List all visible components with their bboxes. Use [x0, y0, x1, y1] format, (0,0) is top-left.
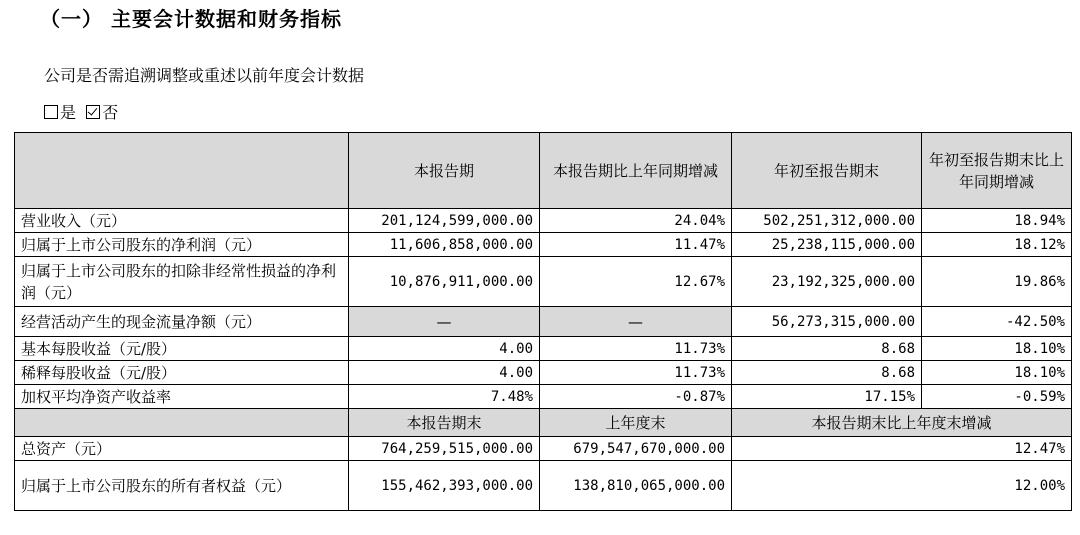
cell-value: 10,876,911,000.00: [349, 257, 540, 307]
financial-data-table: [14, 132, 1072, 511]
yes-label: 是: [60, 103, 77, 122]
cell-value: 24.04%: [540, 209, 732, 233]
header-prior-year-end: 上年度末: [540, 409, 732, 437]
cell-value: -42.50%: [922, 307, 1072, 337]
table-row: [15, 361, 1072, 385]
cell-value: 679,547,670,000.00: [540, 437, 732, 461]
cell-value: 18.10%: [922, 337, 1072, 361]
row-label: 营业收入（元）: [15, 209, 349, 233]
header-period-end: 本报告期末: [349, 409, 540, 437]
header-change-vs-prior-year-end: 本报告期末比上年度末增减: [732, 409, 1072, 437]
cell-value: 17.15%: [732, 385, 922, 409]
cell-value: 502,251,312,000.00: [732, 209, 922, 233]
cell-value: 12.47%: [732, 437, 1072, 461]
checkbox-yes[interactable]: [44, 105, 58, 119]
row-label: 归属于上市公司股东的扣除非经常性损益的净利润（元）: [15, 257, 349, 307]
header-row-2: [15, 409, 1072, 437]
table-row: [15, 337, 1072, 361]
cell-value: 11.73%: [540, 361, 732, 385]
no-label: 否: [102, 103, 119, 122]
cell-value: 18.12%: [922, 233, 1072, 257]
header-row: [15, 133, 1072, 209]
row-label: 总资产（元）: [15, 437, 349, 461]
cell-value: 18.94%: [922, 209, 1072, 233]
table-row: [15, 209, 1072, 233]
row-label: 归属于上市公司股东的所有者权益（元）: [15, 461, 349, 511]
cell-value: —: [540, 307, 732, 337]
header-ytd-yoy: 年初至报告期末比上年同期增减: [922, 133, 1072, 209]
row-label: 加权平均净资产收益率: [15, 385, 349, 409]
table-row: [15, 257, 1072, 307]
cell-value: 56,273,315,000.00: [732, 307, 922, 337]
checkbox-no[interactable]: [86, 105, 100, 119]
table-row: [15, 437, 1072, 461]
cell-value: 201,124,599,000.00: [349, 209, 540, 233]
cell-value: 11,606,858,000.00: [349, 233, 540, 257]
cell-value: 12.00%: [732, 461, 1072, 511]
table-row: [15, 307, 1072, 337]
cell-value: 138,810,065,000.00: [540, 461, 732, 511]
header-blank: [15, 133, 349, 209]
cell-value: 23,192,325,000.00: [732, 257, 922, 307]
cell-value: 4.00: [349, 361, 540, 385]
cell-value: 19.86%: [922, 257, 1072, 307]
row-label: 稀释每股收益（元/股）: [15, 361, 349, 385]
cell-value: 11.47%: [540, 233, 732, 257]
cell-value: 7.48%: [349, 385, 540, 409]
row-label: 经营活动产生的现金流量净额（元）: [15, 307, 349, 337]
restatement-question: 公司是否需追溯调整或重述以前年度会计数据: [44, 66, 365, 85]
header2-blank: [15, 409, 349, 437]
cell-value: -0.87%: [540, 385, 732, 409]
table-row: [15, 233, 1072, 257]
cell-value: 4.00: [349, 337, 540, 361]
table-row: [15, 461, 1072, 511]
header-ytd: 年初至报告期末: [732, 133, 922, 209]
restatement-answer: [44, 100, 118, 123]
table-row: [15, 385, 1072, 409]
row-label: 基本每股收益（元/股）: [15, 337, 349, 361]
cell-value: 8.68: [732, 337, 922, 361]
row-label: 归属于上市公司股东的净利润（元）: [15, 233, 349, 257]
cell-value: —: [349, 307, 540, 337]
cell-value: 8.68: [732, 361, 922, 385]
cell-value: 12.67%: [540, 257, 732, 307]
cell-value: 764,259,515,000.00: [349, 437, 540, 461]
cell-value: -0.59%: [922, 385, 1072, 409]
cell-value: 25,238,115,000.00: [732, 233, 922, 257]
cell-value: 155,462,393,000.00: [349, 461, 540, 511]
header-current-period: 本报告期: [349, 133, 540, 209]
section-title: （一） 主要会计数据和财务指标: [40, 7, 342, 31]
cell-value: 18.10%: [922, 361, 1072, 385]
cell-value: 11.73%: [540, 337, 732, 361]
header-current-yoy: 本报告期比上年同期增减: [540, 133, 732, 209]
